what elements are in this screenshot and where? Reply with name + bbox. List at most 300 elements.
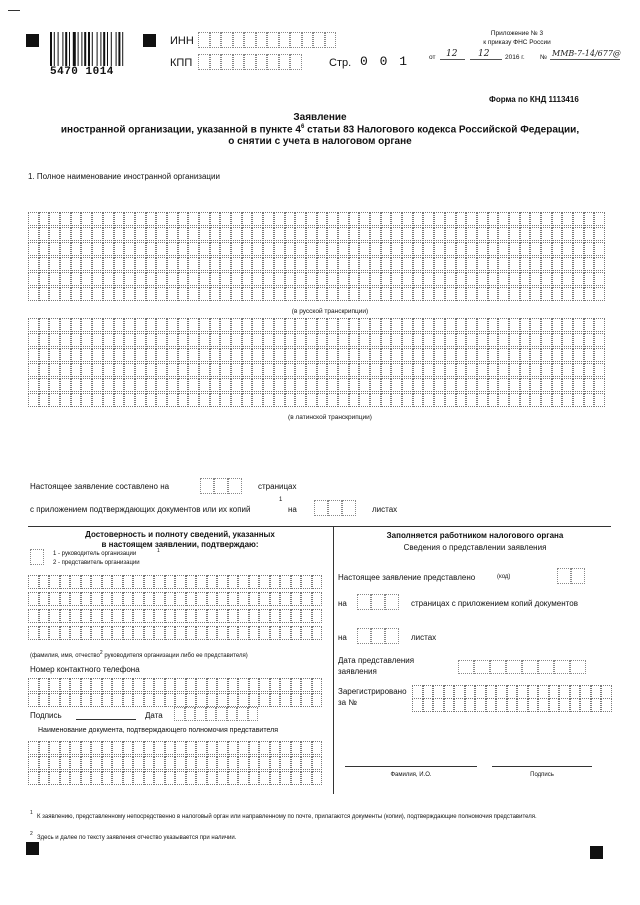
grid-cell[interactable] bbox=[454, 685, 465, 699]
sign-date-cells[interactable] bbox=[174, 707, 258, 721]
grid-cell[interactable] bbox=[270, 771, 281, 785]
grid-cell[interactable] bbox=[295, 348, 306, 362]
grid-cell[interactable] bbox=[402, 393, 413, 407]
grid-cell[interactable] bbox=[541, 212, 552, 226]
grid-cell[interactable] bbox=[92, 212, 103, 226]
grid-cell[interactable] bbox=[70, 756, 81, 770]
grid-cell[interactable] bbox=[210, 257, 221, 271]
grid-cell[interactable] bbox=[413, 227, 424, 241]
grid-cell[interactable] bbox=[477, 378, 488, 392]
grid-cell[interactable] bbox=[301, 626, 312, 640]
grid-cell[interactable] bbox=[231, 378, 242, 392]
grid-cell[interactable] bbox=[103, 393, 114, 407]
grid-cell[interactable] bbox=[498, 378, 509, 392]
grid-cell[interactable] bbox=[327, 333, 338, 347]
input-cell[interactable] bbox=[248, 707, 259, 721]
grid-cell[interactable] bbox=[359, 212, 370, 226]
grid-cell[interactable] bbox=[60, 378, 71, 392]
grid-cell[interactable] bbox=[456, 227, 467, 241]
grid-cell[interactable] bbox=[217, 592, 228, 606]
grid-cell[interactable] bbox=[231, 212, 242, 226]
grid-cell[interactable] bbox=[413, 393, 424, 407]
input-cell[interactable] bbox=[228, 478, 242, 494]
grid-cell[interactable] bbox=[144, 678, 155, 692]
grid-cell[interactable] bbox=[552, 227, 563, 241]
input-cell[interactable] bbox=[279, 54, 291, 70]
grid-row[interactable] bbox=[28, 771, 322, 785]
grid-cell[interactable] bbox=[146, 212, 157, 226]
grid-cell[interactable] bbox=[60, 756, 71, 770]
grid-cell[interactable] bbox=[238, 756, 249, 770]
grid-cell[interactable] bbox=[210, 333, 221, 347]
grid-cell[interactable] bbox=[517, 685, 528, 699]
grid-cell[interactable] bbox=[477, 318, 488, 332]
grid-cell[interactable] bbox=[102, 771, 113, 785]
grid-cell[interactable] bbox=[317, 363, 328, 377]
grid-cell[interactable] bbox=[123, 626, 134, 640]
grid-cell[interactable] bbox=[530, 393, 541, 407]
grid-cell[interactable] bbox=[280, 693, 291, 707]
grid-cell[interactable] bbox=[39, 287, 50, 301]
grid-cell[interactable] bbox=[167, 393, 178, 407]
grid-cell[interactable] bbox=[338, 348, 349, 362]
grid-cell[interactable] bbox=[573, 393, 584, 407]
grid-cell[interactable] bbox=[306, 393, 317, 407]
grid-cell[interactable] bbox=[594, 287, 605, 301]
grid-cell[interactable] bbox=[102, 756, 113, 770]
grid-cell[interactable] bbox=[312, 741, 323, 755]
grid-cell[interactable] bbox=[509, 257, 520, 271]
grid-cell[interactable] bbox=[165, 575, 176, 589]
grid-cell[interactable] bbox=[295, 378, 306, 392]
presented-sheets-cells[interactable] bbox=[357, 628, 399, 644]
grid-cell[interactable] bbox=[133, 575, 144, 589]
grid-cell[interactable] bbox=[92, 242, 103, 256]
grid-cell[interactable] bbox=[317, 257, 328, 271]
grid-cell[interactable] bbox=[391, 227, 402, 241]
grid-cell[interactable] bbox=[295, 242, 306, 256]
grid-cell[interactable] bbox=[71, 227, 82, 241]
grid-cell[interactable] bbox=[306, 257, 317, 271]
grid-cell[interactable] bbox=[594, 378, 605, 392]
grid-cell[interactable] bbox=[454, 698, 465, 712]
grid-cell[interactable] bbox=[370, 378, 381, 392]
grid-cell[interactable] bbox=[402, 378, 413, 392]
grid-cell[interactable] bbox=[594, 318, 605, 332]
grid-cell[interactable] bbox=[39, 693, 50, 707]
grid-cell[interactable] bbox=[49, 626, 60, 640]
grid-cell[interactable] bbox=[270, 575, 281, 589]
grid-cell[interactable] bbox=[381, 242, 392, 256]
grid-cell[interactable] bbox=[402, 257, 413, 271]
grid-cell[interactable] bbox=[71, 393, 82, 407]
grid-cell[interactable] bbox=[594, 333, 605, 347]
grid-cell[interactable] bbox=[249, 626, 260, 640]
grid-cell[interactable] bbox=[498, 257, 509, 271]
grid-cell[interactable] bbox=[124, 227, 135, 241]
grid-cell[interactable] bbox=[317, 333, 328, 347]
grid-cell[interactable] bbox=[199, 257, 210, 271]
grid-cell[interactable] bbox=[220, 242, 231, 256]
grid-cell[interactable] bbox=[391, 272, 402, 286]
grid-cell[interactable] bbox=[270, 626, 281, 640]
grid-cell[interactable] bbox=[133, 592, 144, 606]
grid-cell[interactable] bbox=[92, 287, 103, 301]
grid-cell[interactable] bbox=[434, 242, 445, 256]
grid-cell[interactable] bbox=[552, 333, 563, 347]
grid-cell[interactable] bbox=[91, 771, 102, 785]
grid-cell[interactable] bbox=[412, 685, 423, 699]
grid-cell[interactable] bbox=[263, 272, 274, 286]
grid-cell[interactable] bbox=[301, 741, 312, 755]
grid-cell[interactable] bbox=[196, 756, 207, 770]
grid-cell[interactable] bbox=[124, 348, 135, 362]
grid-cell[interactable] bbox=[488, 242, 499, 256]
grid-cell[interactable] bbox=[456, 393, 467, 407]
grid-cell[interactable] bbox=[466, 393, 477, 407]
grid-cell[interactable] bbox=[488, 287, 499, 301]
grid-cell[interactable] bbox=[413, 363, 424, 377]
grid-cell[interactable] bbox=[146, 378, 157, 392]
grid-cell[interactable] bbox=[103, 242, 114, 256]
grid-cell[interactable] bbox=[370, 212, 381, 226]
grid-row[interactable] bbox=[28, 741, 322, 755]
date-presented-cells[interactable] bbox=[458, 660, 586, 674]
grid-cell[interactable] bbox=[274, 272, 285, 286]
grid-cell[interactable] bbox=[301, 609, 312, 623]
grid-cell[interactable] bbox=[249, 756, 260, 770]
grid-cell[interactable] bbox=[199, 348, 210, 362]
grid-cell[interactable] bbox=[39, 771, 50, 785]
grid-cell[interactable] bbox=[259, 741, 270, 755]
grid-cell[interactable] bbox=[466, 257, 477, 271]
grid-cell[interactable] bbox=[359, 227, 370, 241]
grid-cell[interactable] bbox=[60, 272, 71, 286]
grid-cell[interactable] bbox=[413, 378, 424, 392]
grid-cell[interactable] bbox=[584, 287, 595, 301]
grid-cell[interactable] bbox=[207, 575, 218, 589]
grid-cell[interactable] bbox=[562, 318, 573, 332]
grid-cell[interactable] bbox=[210, 348, 221, 362]
grid-cell[interactable] bbox=[167, 287, 178, 301]
grid-cell[interactable] bbox=[445, 257, 456, 271]
grid-cell[interactable] bbox=[327, 318, 338, 332]
grid-cell[interactable] bbox=[154, 756, 165, 770]
grid-cell[interactable] bbox=[270, 592, 281, 606]
grid-cell[interactable] bbox=[359, 257, 370, 271]
grid-cell[interactable] bbox=[370, 318, 381, 332]
grid-cell[interactable] bbox=[188, 393, 199, 407]
grid-cell[interactable] bbox=[295, 393, 306, 407]
grid-cell[interactable] bbox=[402, 363, 413, 377]
grid-cell[interactable] bbox=[103, 363, 114, 377]
grid-cell[interactable] bbox=[123, 741, 134, 755]
grid-cell[interactable] bbox=[456, 287, 467, 301]
grid-cell[interactable] bbox=[252, 393, 263, 407]
grid-cell[interactable] bbox=[552, 272, 563, 286]
grid-cell[interactable] bbox=[249, 575, 260, 589]
grid-cell[interactable] bbox=[562, 242, 573, 256]
grid-cell[interactable] bbox=[444, 685, 455, 699]
grid-cell[interactable] bbox=[601, 698, 612, 712]
grid-cell[interactable] bbox=[402, 348, 413, 362]
grid-cell[interactable] bbox=[434, 363, 445, 377]
grid-cell[interactable] bbox=[349, 227, 360, 241]
grid-cell[interactable] bbox=[509, 227, 520, 241]
grid-cell[interactable] bbox=[423, 212, 434, 226]
grid-cell[interactable] bbox=[220, 363, 231, 377]
grid-cell[interactable] bbox=[317, 348, 328, 362]
grid-cell[interactable] bbox=[188, 378, 199, 392]
grid-cell[interactable] bbox=[270, 678, 281, 692]
grid-cell[interactable] bbox=[220, 378, 231, 392]
grid-cell[interactable] bbox=[274, 318, 285, 332]
input-cell[interactable] bbox=[371, 594, 385, 610]
grid-cell[interactable] bbox=[594, 393, 605, 407]
grid-cell[interactable] bbox=[210, 212, 221, 226]
grid-cell[interactable] bbox=[231, 393, 242, 407]
grid-cell[interactable] bbox=[477, 348, 488, 362]
grid-cell[interactable] bbox=[81, 348, 92, 362]
grid-cell[interactable] bbox=[423, 242, 434, 256]
grid-cell[interactable] bbox=[92, 348, 103, 362]
input-cell[interactable] bbox=[198, 54, 210, 70]
grid-cell[interactable] bbox=[370, 348, 381, 362]
grid-cell[interactable] bbox=[562, 363, 573, 377]
grid-cell[interactable] bbox=[445, 272, 456, 286]
grid-cell[interactable] bbox=[242, 348, 253, 362]
grid-cell[interactable] bbox=[466, 333, 477, 347]
grid-cell[interactable] bbox=[114, 363, 125, 377]
grid-cell[interactable] bbox=[295, 257, 306, 271]
grid-cell[interactable] bbox=[91, 609, 102, 623]
grid-cell[interactable] bbox=[433, 698, 444, 712]
grid-cell[interactable] bbox=[217, 609, 228, 623]
grid-cell[interactable] bbox=[114, 348, 125, 362]
grid-cell[interactable] bbox=[594, 257, 605, 271]
grid-cell[interactable] bbox=[498, 272, 509, 286]
grid-cell[interactable] bbox=[210, 378, 221, 392]
grid-cell[interactable] bbox=[381, 257, 392, 271]
grid-cell[interactable] bbox=[199, 363, 210, 377]
grid-cell[interactable] bbox=[285, 227, 296, 241]
grid-row[interactable] bbox=[28, 678, 322, 692]
grid-cell[interactable] bbox=[312, 626, 323, 640]
grid-cell[interactable] bbox=[196, 575, 207, 589]
grid-cell[interactable] bbox=[498, 363, 509, 377]
input-cell[interactable] bbox=[200, 478, 214, 494]
grid-cell[interactable] bbox=[285, 242, 296, 256]
grid-cell[interactable] bbox=[210, 227, 221, 241]
grid-cell[interactable] bbox=[114, 242, 125, 256]
grid-cell[interactable] bbox=[167, 242, 178, 256]
grid-cell[interactable] bbox=[562, 393, 573, 407]
grid-cell[interactable] bbox=[338, 257, 349, 271]
grid-cell[interactable] bbox=[135, 378, 146, 392]
input-cell[interactable] bbox=[385, 594, 399, 610]
grid-cell[interactable] bbox=[285, 333, 296, 347]
grid-cell[interactable] bbox=[39, 575, 50, 589]
grid-cell[interactable] bbox=[28, 575, 39, 589]
grid-cell[interactable] bbox=[103, 333, 114, 347]
grid-cell[interactable] bbox=[584, 212, 595, 226]
grid-cell[interactable] bbox=[60, 575, 71, 589]
grid-cell[interactable] bbox=[146, 227, 157, 241]
grid-cell[interactable] bbox=[466, 348, 477, 362]
grid-cell[interactable] bbox=[285, 318, 296, 332]
grid-cell[interactable] bbox=[133, 756, 144, 770]
grid-cell[interactable] bbox=[488, 318, 499, 332]
grid-cell[interactable] bbox=[434, 348, 445, 362]
grid-cell[interactable] bbox=[349, 212, 360, 226]
grid-cell[interactable] bbox=[285, 287, 296, 301]
grid-cell[interactable] bbox=[114, 212, 125, 226]
grid-cell[interactable] bbox=[413, 242, 424, 256]
grid-cell[interactable] bbox=[91, 693, 102, 707]
grid-cell[interactable] bbox=[306, 227, 317, 241]
grid-cell[interactable] bbox=[270, 609, 281, 623]
grid-cell[interactable] bbox=[562, 378, 573, 392]
grid-cell[interactable] bbox=[81, 575, 92, 589]
grid-cell[interactable] bbox=[220, 272, 231, 286]
grid-cell[interactable] bbox=[530, 363, 541, 377]
grid-cell[interactable] bbox=[178, 242, 189, 256]
grid-cell[interactable] bbox=[301, 693, 312, 707]
grid-cell[interactable] bbox=[28, 771, 39, 785]
grid-cell[interactable] bbox=[413, 212, 424, 226]
input-cell[interactable] bbox=[221, 32, 233, 48]
grid-cell[interactable] bbox=[196, 592, 207, 606]
grid-cell[interactable] bbox=[210, 318, 221, 332]
grid-cell[interactable] bbox=[349, 257, 360, 271]
grid-cell[interactable] bbox=[434, 287, 445, 301]
grid-cell[interactable] bbox=[199, 393, 210, 407]
input-cell[interactable] bbox=[279, 32, 291, 48]
grid-cell[interactable] bbox=[306, 242, 317, 256]
grid-cell[interactable] bbox=[466, 378, 477, 392]
grid-cell[interactable] bbox=[39, 756, 50, 770]
grid-cell[interactable] bbox=[552, 318, 563, 332]
grid-cell[interactable] bbox=[39, 242, 50, 256]
grid-cell[interactable] bbox=[570, 698, 581, 712]
grid-cell[interactable] bbox=[391, 348, 402, 362]
grid-cell[interactable] bbox=[263, 257, 274, 271]
grid-cell[interactable] bbox=[594, 272, 605, 286]
grid-cell[interactable] bbox=[60, 363, 71, 377]
grid-cell[interactable] bbox=[91, 575, 102, 589]
grid-cell[interactable] bbox=[178, 227, 189, 241]
grid-cell[interactable] bbox=[154, 693, 165, 707]
input-cell[interactable] bbox=[313, 32, 325, 48]
grid-cell[interactable] bbox=[228, 626, 239, 640]
grid-cell[interactable] bbox=[60, 212, 71, 226]
grid-cell[interactable] bbox=[466, 287, 477, 301]
grid-cell[interactable] bbox=[167, 378, 178, 392]
grid-cell[interactable] bbox=[167, 212, 178, 226]
grid-cell[interactable] bbox=[562, 212, 573, 226]
grid-cell[interactable] bbox=[39, 626, 50, 640]
grid-cell[interactable] bbox=[112, 693, 123, 707]
grid-cell[interactable] bbox=[49, 363, 60, 377]
grid-cell[interactable] bbox=[381, 227, 392, 241]
grid-cell[interactable] bbox=[135, 393, 146, 407]
grid-cell[interactable] bbox=[306, 333, 317, 347]
grid-cell[interactable] bbox=[156, 272, 167, 286]
grid-row[interactable] bbox=[28, 333, 605, 347]
grid-cell[interactable] bbox=[49, 242, 60, 256]
grid-cell[interactable] bbox=[135, 287, 146, 301]
grid-cell[interactable] bbox=[445, 378, 456, 392]
grid-cell[interactable] bbox=[466, 318, 477, 332]
input-cell[interactable] bbox=[214, 478, 228, 494]
grid-cell[interactable] bbox=[60, 678, 71, 692]
grid-cell[interactable] bbox=[103, 212, 114, 226]
grid-cell[interactable] bbox=[444, 698, 455, 712]
grid-cell[interactable] bbox=[370, 393, 381, 407]
grid-cell[interactable] bbox=[178, 363, 189, 377]
grid-cell[interactable] bbox=[541, 363, 552, 377]
grid-cell[interactable] bbox=[196, 678, 207, 692]
grid-cell[interactable] bbox=[39, 741, 50, 755]
grid-cell[interactable] bbox=[274, 227, 285, 241]
grid-cell[interactable] bbox=[580, 685, 591, 699]
grid-cell[interactable] bbox=[123, 609, 134, 623]
grid-cell[interactable] bbox=[167, 363, 178, 377]
grid-cell[interactable] bbox=[49, 212, 60, 226]
grid-cell[interactable] bbox=[207, 626, 218, 640]
grid-cell[interactable] bbox=[228, 756, 239, 770]
grid-cell[interactable] bbox=[280, 771, 291, 785]
grid-cell[interactable] bbox=[559, 698, 570, 712]
grid-cell[interactable] bbox=[530, 227, 541, 241]
grid-cell[interactable] bbox=[301, 756, 312, 770]
grid-cell[interactable] bbox=[496, 698, 507, 712]
grid-cell[interactable] bbox=[349, 378, 360, 392]
input-cell[interactable] bbox=[210, 32, 222, 48]
grid-cell[interactable] bbox=[466, 212, 477, 226]
grid-cell[interactable] bbox=[242, 287, 253, 301]
grid-cell[interactable] bbox=[114, 318, 125, 332]
grid-cell[interactable] bbox=[295, 363, 306, 377]
grid-cell[interactable] bbox=[135, 242, 146, 256]
grid-cell[interactable] bbox=[530, 272, 541, 286]
grid-cell[interactable] bbox=[144, 756, 155, 770]
grid-cell[interactable] bbox=[70, 693, 81, 707]
grid-cell[interactable] bbox=[359, 363, 370, 377]
input-cell[interactable] bbox=[314, 500, 328, 516]
grid-cell[interactable] bbox=[165, 609, 176, 623]
grid-cell[interactable] bbox=[423, 318, 434, 332]
grid-cell[interactable] bbox=[488, 257, 499, 271]
grid-cell[interactable] bbox=[217, 678, 228, 692]
grid-cell[interactable] bbox=[39, 257, 50, 271]
grid-cell[interactable] bbox=[359, 393, 370, 407]
grid-cell[interactable] bbox=[207, 609, 218, 623]
grid-cell[interactable] bbox=[102, 609, 113, 623]
grid-cell[interactable] bbox=[327, 393, 338, 407]
grid-cell[interactable] bbox=[381, 363, 392, 377]
grid-cell[interactable] bbox=[594, 242, 605, 256]
grid-cell[interactable] bbox=[114, 287, 125, 301]
grid-cell[interactable] bbox=[486, 698, 497, 712]
grid-cell[interactable] bbox=[285, 378, 296, 392]
grid-cell[interactable] bbox=[274, 348, 285, 362]
grid-cell[interactable] bbox=[370, 363, 381, 377]
input-cell[interactable] bbox=[357, 628, 371, 644]
grid-cell[interactable] bbox=[423, 685, 434, 699]
grid-cell[interactable] bbox=[584, 378, 595, 392]
grid-cell[interactable] bbox=[477, 227, 488, 241]
